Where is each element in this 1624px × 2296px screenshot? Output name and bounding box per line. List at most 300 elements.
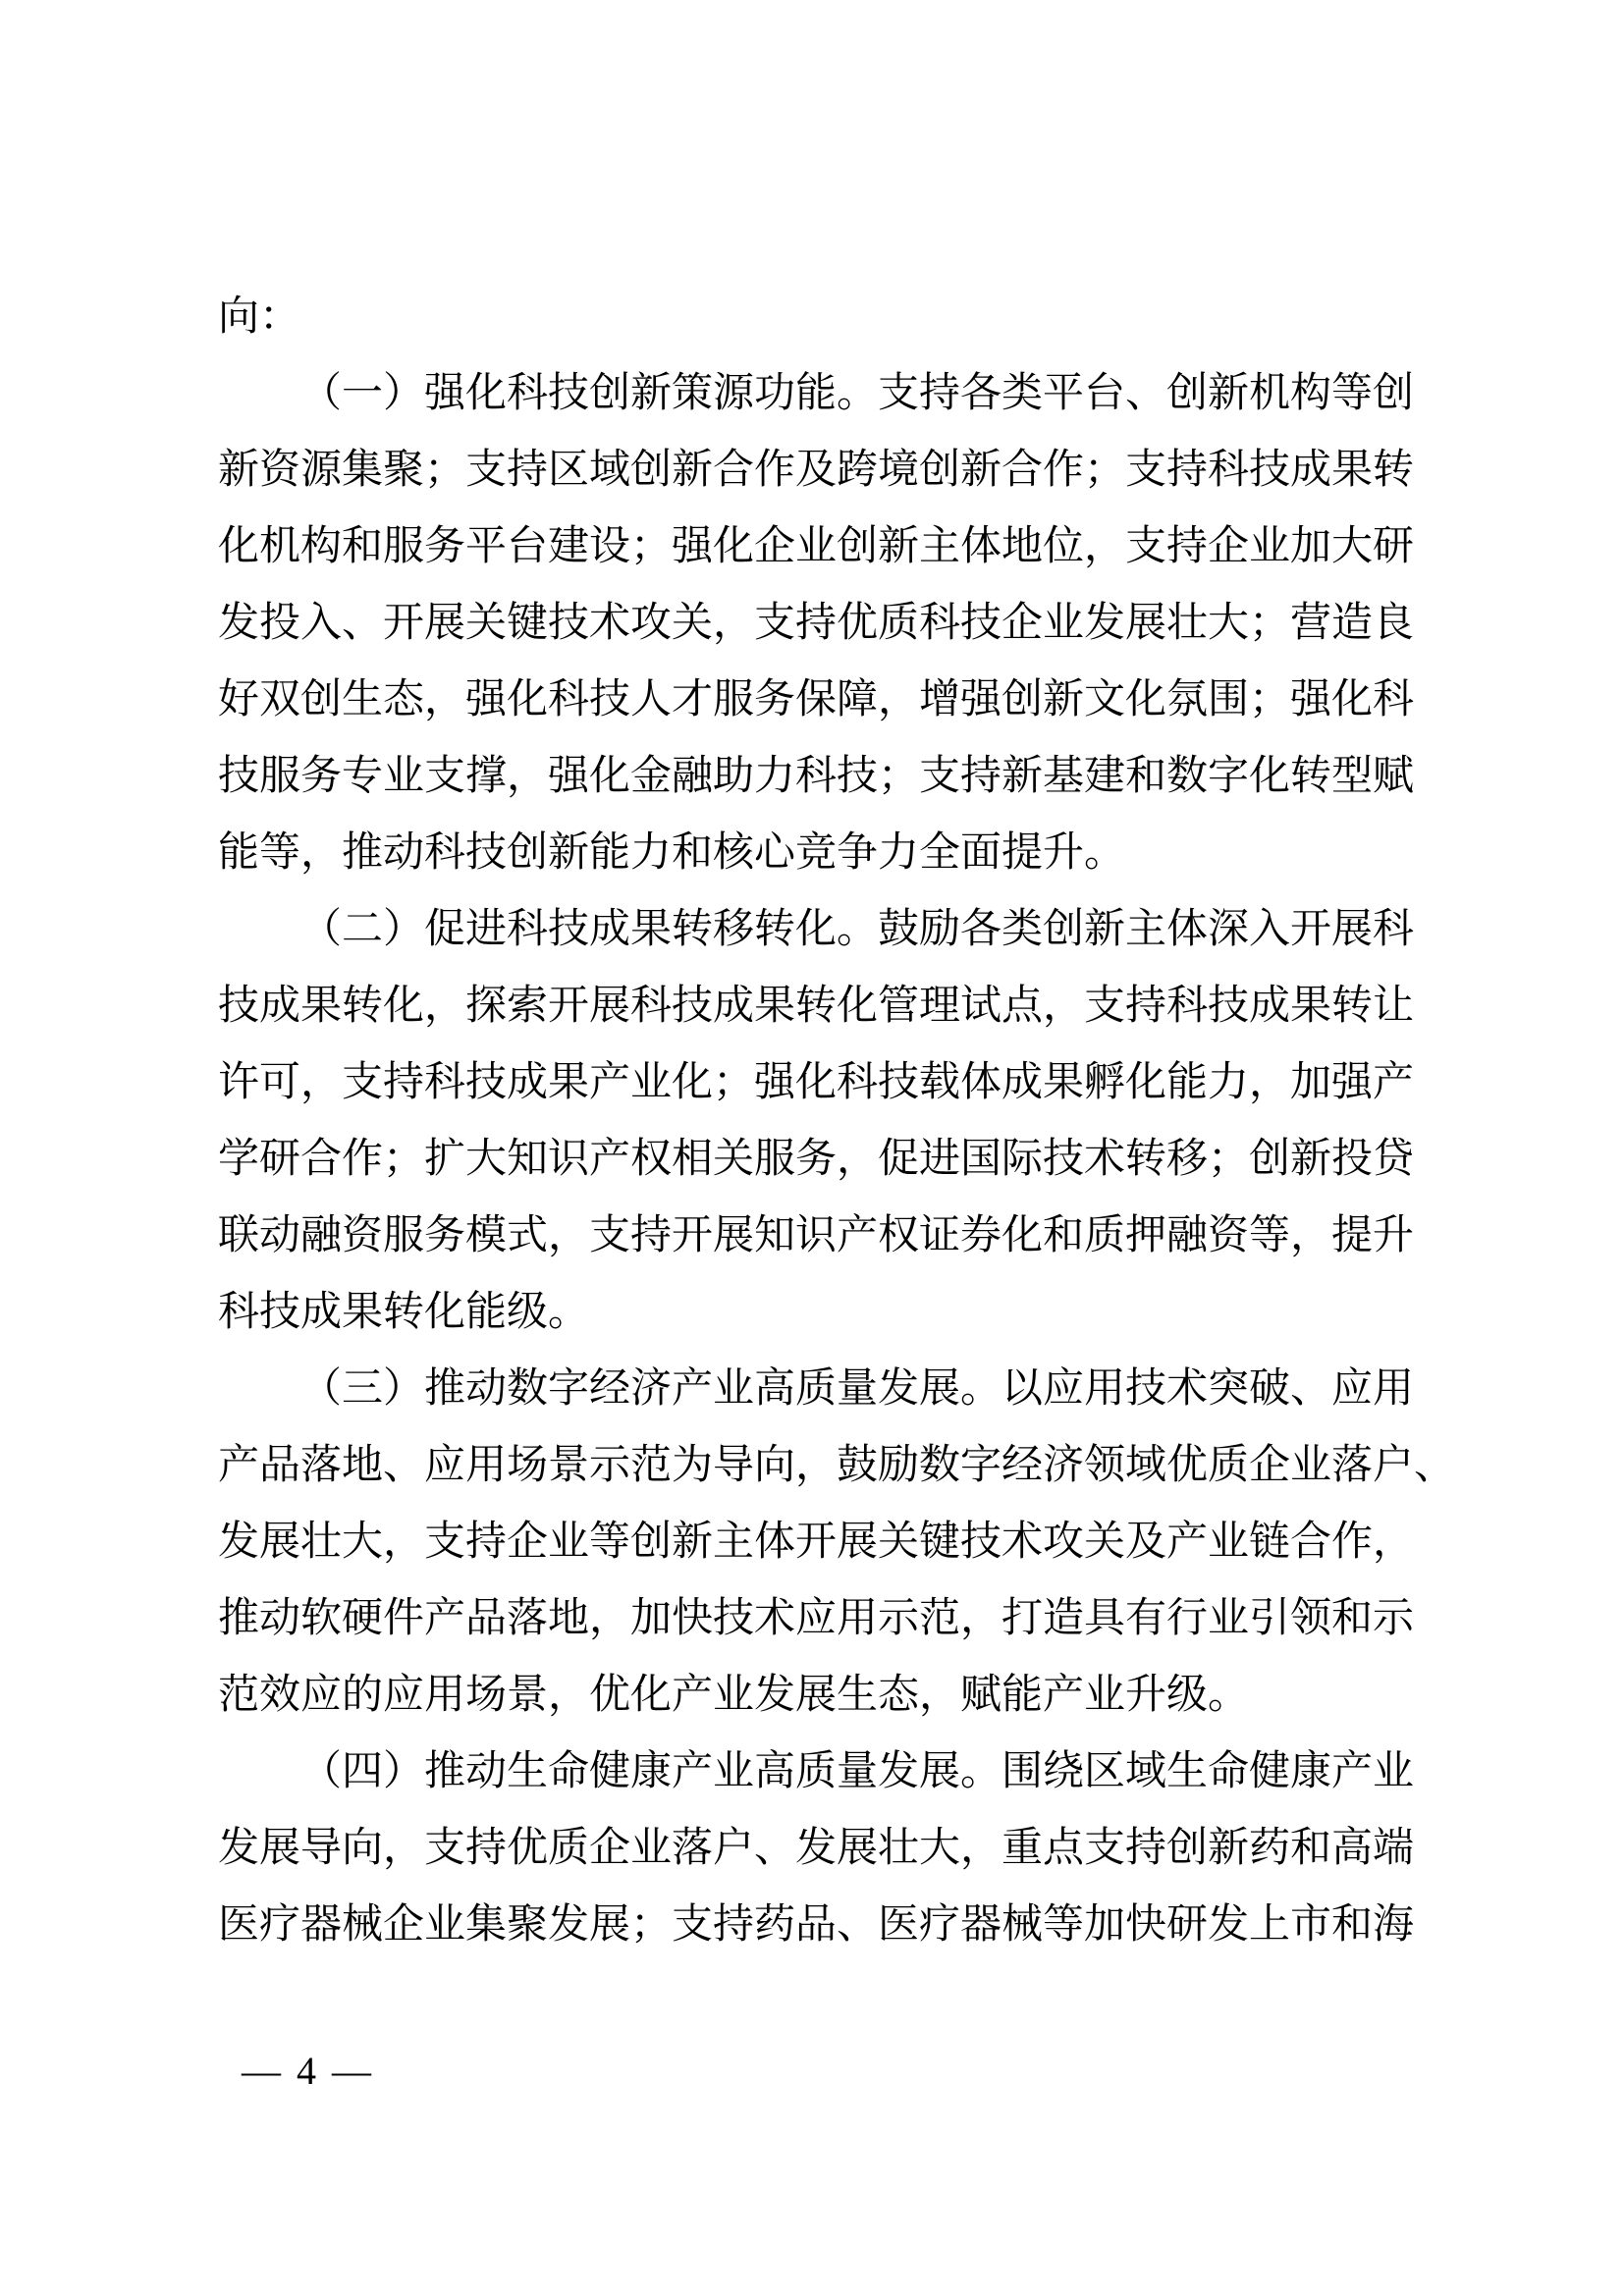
character-cell: 科 [1166,984,1209,1029]
character-cell: 发 [795,1826,838,1871]
character-cell: 功 [754,371,796,416]
character-cell: 新 [878,524,920,569]
character-cell: 化 [795,1060,838,1105]
character-cell: 大 [1331,524,1374,569]
character-cell: 生 [837,1673,879,1718]
character-cell: 果 [630,907,673,952]
character-cell: 业 [1290,1443,1332,1488]
character-cell: 赋 [960,1673,1002,1718]
character-cell: 用 [1084,1366,1126,1412]
character-cell: 支 [1084,1826,1126,1871]
character-cell: 推 [424,1749,466,1794]
character-cell: 引 [1249,1596,1291,1641]
character-cell: 转 [795,984,838,1029]
character-cell: 的 [342,1673,384,1718]
character-cell: ） [383,1366,425,1412]
character-cell: 四 [342,1749,384,1794]
character-cell: 向 [218,294,260,340]
character-cell: 术 [1001,1520,1044,1565]
character-cell: 软 [300,1596,343,1641]
character-cell: 基 [1043,754,1085,799]
character-cell: 氛 [1166,677,1209,722]
text-line [218,355,1475,432]
character-cell: 支 [1125,524,1167,569]
character-cell: 研 [1166,1902,1209,1948]
character-cell: 应 [424,1443,466,1488]
character-cell: 展 [713,1213,755,1258]
character-cell: 济 [630,1366,673,1412]
character-cell: 技 [1043,1137,1085,1182]
text-line [218,1810,1475,1887]
character-cell: 源 [300,448,343,493]
character-cell: 重 [1001,1826,1044,1871]
character-cell: 升 [1043,830,1085,876]
character-cell: 科 [630,984,673,1029]
character-cell: 产 [1043,1673,1085,1718]
character-cell: 集 [342,448,384,493]
text-line [218,1198,1475,1274]
character-cell: 展 [837,1520,879,1565]
character-cell: 跨 [837,448,879,493]
character-cell: 字 [548,1366,590,1412]
character-cell: 展 [424,601,466,646]
character-cell: 展 [1125,601,1167,646]
character-cell: 台 [1084,371,1126,416]
character-cell: 化 [507,677,549,722]
character-cell: ： [259,294,301,340]
character-cell: 高 [754,1749,796,1794]
character-cell: 济 [1043,1443,1085,1488]
character-cell: 数 [919,1443,961,1488]
character-cell: 产 [218,1443,260,1488]
character-cell: 生 [342,677,384,722]
character-cell: 级 [507,1290,549,1335]
character-cell: 围 [1208,677,1250,722]
character-cell: 展 [919,1749,961,1794]
character-cell: 和 [342,524,384,569]
character-cell: 企 [1001,601,1044,646]
character-cell: 人 [630,677,673,722]
character-cell: 关 [1084,1520,1126,1565]
character-cell: 市 [1290,1902,1332,1948]
character-cell: 用 [465,1443,508,1488]
character-cell: 发 [218,1520,260,1565]
character-cell: 权 [878,1213,920,1258]
character-cell: 入 [300,601,343,646]
character-cell: 发 [218,601,260,646]
character-cell: 鼓 [837,1443,879,1488]
character-cell: 化 [713,524,755,569]
character-cell: 大 [342,1520,384,1565]
character-cell: 展 [795,1673,838,1718]
character-cell: 业 [383,754,425,799]
character-cell: 障 [837,677,879,722]
character-cell: 质 [548,1826,590,1871]
character-cell: 范 [630,1443,673,1488]
character-cell: 领 [1290,1596,1332,1641]
character-cell: 保 [795,677,838,722]
character-cell: 业 [1084,1673,1126,1718]
character-cell: 专 [342,754,384,799]
character-cell: 技 [548,601,590,646]
character-cell: 生 [507,1749,549,1794]
character-cell: 成 [1290,448,1332,493]
character-cell: 化 [1125,677,1167,722]
character-cell: 科 [837,1060,879,1105]
character-cell: 力 [630,830,673,876]
character-cell: 户 [713,1826,755,1871]
character-cell: 相 [672,1137,714,1182]
character-cell: 高 [754,1366,796,1412]
character-cell: ， [1043,984,1085,1029]
character-cell: 创 [589,371,631,416]
paragraph-indent [218,1351,300,1352]
character-cell: 大 [465,1137,508,1182]
character-cell: 果 [342,1290,384,1335]
character-cell: 融 [672,754,714,799]
character-cell: 、 [1125,371,1167,416]
character-cell: 科 [548,677,590,722]
character-cell: 持 [795,601,838,646]
character-cell: 策 [672,371,714,416]
character-cell: ， [1084,524,1126,569]
character-cell: 技 [259,1290,301,1335]
character-cell: 平 [465,524,508,569]
character-cell: 术 [589,601,631,646]
character-cell: 技 [672,984,714,1029]
character-cell: 加 [630,1596,673,1641]
character-cell: 技 [960,601,1002,646]
character-cell: 技 [1249,448,1291,493]
character-cell: 科 [424,1060,466,1105]
text-line [218,279,1475,355]
character-cell: 支 [754,601,796,646]
character-cell: 场 [507,1443,549,1488]
character-cell: 落 [672,1826,714,1871]
text-line [218,891,1475,968]
character-cell: 理 [919,984,961,1029]
character-cell: 、 [342,601,384,646]
character-cell: 新 [218,448,260,493]
character-cell: 展 [259,1826,301,1871]
character-cell: ， [300,830,343,876]
character-cell: 转 [1373,448,1415,493]
character-cell: 点 [1043,1826,1085,1871]
character-cell: 技 [878,1060,920,1105]
character-cell: 体 [754,1520,796,1565]
character-cell: ， [1290,1213,1332,1258]
character-cell: 范 [919,1596,961,1641]
character-cell: 索 [507,984,549,1029]
character-cell: 企 [754,524,796,569]
character-cell: 持 [630,1213,673,1258]
character-cell: ， [548,1673,590,1718]
character-cell: 。 [837,371,879,416]
character-cell: ； [424,448,466,493]
character-cell: 展 [837,1826,879,1871]
character-cell: 械 [342,1902,384,1948]
character-cell: 科 [507,371,549,416]
character-cell: 机 [259,524,301,569]
paragraph [218,1734,1475,1963]
character-cell: 开 [383,601,425,646]
character-cell: 用 [1373,1366,1415,1412]
character-cell: 化 [1249,754,1291,799]
character-cell: 创 [1001,677,1044,722]
character-cell: 全 [919,830,961,876]
character-cell: ， [878,677,920,722]
character-cell: 大 [1208,601,1250,646]
character-cell: 技 [1125,1366,1167,1412]
character-cell: 。 [837,907,879,952]
character-cell: 等 [259,830,301,876]
character-cell: 投 [259,601,301,646]
character-cell: 持 [1125,984,1167,1029]
character-cell: 新 [672,448,714,493]
paragraph-indent [218,1734,300,1735]
character-cell: 入 [1249,907,1291,952]
character-cell: 知 [507,1137,549,1182]
character-cell: 支 [589,1213,631,1258]
character-cell: 核 [713,830,755,876]
character-cell: 产 [1331,1749,1374,1794]
character-cell: 促 [424,907,466,952]
character-cell: 落 [507,1596,549,1641]
character-cell: 化 [218,524,260,569]
text-line [218,1580,1475,1657]
character-cell: 绕 [1043,1749,1085,1794]
character-cell: 产 [672,1366,714,1412]
character-cell: 质 [795,1366,838,1412]
character-cell: 产 [672,1749,714,1794]
character-cell: 质 [795,1749,838,1794]
character-cell: 主 [713,1520,755,1565]
character-cell: 技 [465,830,508,876]
character-cell: 化 [630,1673,673,1718]
character-cell: 服 [383,524,425,569]
character-cell: 术 [1084,1137,1126,1182]
character-cell: 识 [548,1137,590,1182]
character-cell: 务 [424,1213,466,1258]
character-cell: 用 [424,1673,466,1718]
page-number: — 4 — [242,2049,374,2093]
character-cell: 持 [1166,524,1209,569]
character-cell: 业 [1373,1749,1415,1794]
character-cell: 质 [878,601,920,646]
text-line [218,1887,1475,1963]
character-cell: 面 [960,830,1002,876]
character-cell: 好 [218,677,260,722]
character-cell: 动 [465,1366,508,1412]
character-cell: 关 [465,601,508,646]
text-line [218,1121,1475,1198]
character-cell: 攻 [1043,1520,1085,1565]
text-line [218,968,1475,1044]
character-cell: 开 [1290,907,1332,952]
text-line [218,1657,1475,1734]
character-cell: 范 [218,1673,260,1718]
character-cell: 主 [919,524,961,569]
character-cell: 上 [1249,1902,1291,1948]
character-cell: 围 [1001,1749,1044,1794]
character-cell: 励 [878,1443,920,1488]
character-cell: 和 [1043,1213,1085,1258]
character-cell: 行 [1166,1596,1209,1641]
character-cell: 合 [1001,448,1044,493]
character-cell: 各 [960,371,1002,416]
character-cell: 领 [1084,1443,1126,1488]
character-cell: 技 [589,677,631,722]
character-cell: 区 [1084,1749,1126,1794]
character-cell: 有 [1125,1596,1167,1641]
character-cell: 强 [960,677,1002,722]
character-cell: 推 [424,1366,466,1412]
character-cell: 推 [342,830,384,876]
character-cell: 联 [218,1213,260,1258]
character-cell: 新 [1043,677,1085,722]
character-cell: 和 [1331,1902,1374,1948]
character-cell: 动 [259,1213,301,1258]
character-cell: 资 [259,448,301,493]
character-cell: 能 [465,1290,508,1335]
character-cell: 务 [424,524,466,569]
character-cell: 开 [672,1213,714,1258]
character-cell: 和 [1290,1826,1332,1871]
character-cell: 展 [919,1366,961,1412]
character-cell: ； [1249,601,1291,646]
character-cell: 成 [1001,1060,1044,1105]
character-cell: 企 [383,1902,425,1948]
character-cell: 医 [218,1902,260,1948]
character-cell: 产 [837,1213,879,1258]
character-cell: 平 [1043,371,1085,416]
character-cell: 体 [960,524,1002,569]
character-cell: 导 [300,1826,343,1871]
character-cell: 持 [465,1520,508,1565]
character-cell: 新 [1208,1826,1250,1871]
character-cell: 成 [1249,984,1291,1029]
character-cell: 和 [1125,754,1167,799]
character-cell: 产 [1373,1060,1415,1105]
character-cell: 壮 [878,1826,920,1871]
character-cell: 移 [713,907,755,952]
character-cell: 果 [300,984,343,1029]
character-cell: （ [300,907,343,952]
character-cell: 强 [424,371,466,416]
character-cell: 疗 [919,1902,961,1948]
character-cell: 励 [919,907,961,952]
character-cell: 新 [1084,907,1126,952]
character-cell: 技 [465,1060,508,1105]
character-cell: 应 [300,1673,343,1718]
character-cell: 器 [300,1902,343,1948]
character-cell: 化 [589,754,631,799]
character-cell: 等 [589,1520,631,1565]
character-cell: 构 [1290,371,1332,416]
character-cell: 知 [754,1213,796,1258]
character-cell: 链 [1249,1520,1291,1565]
character-cell: 化 [383,984,425,1029]
character-cell: 快 [1125,1902,1167,1948]
character-cell: 技 [218,984,260,1029]
character-cell: 强 [1331,1060,1374,1105]
character-cell: 应 [1331,1366,1374,1412]
character-cell: ； [630,1902,673,1948]
text-line [218,1734,1475,1810]
character-cell: 管 [878,984,920,1029]
character-cell: 器 [960,1902,1002,1948]
character-cell: 科 [1373,677,1415,722]
document-body [218,279,1475,1963]
character-cell: 化 [672,1060,714,1105]
character-cell: 优 [589,1673,631,1718]
character-cell: 合 [1290,1520,1332,1565]
character-cell: 支 [424,1520,466,1565]
character-cell: 境 [878,448,920,493]
character-cell: 才 [672,677,714,722]
character-cell: 转 [672,907,714,952]
character-cell: 强 [754,1060,796,1105]
character-cell: 转 [342,984,384,1029]
character-cell: 技 [960,1520,1002,1565]
character-cell: 科 [218,1290,260,1335]
character-cell: 能 [795,371,838,416]
character-cell: 加 [1290,524,1332,569]
character-cell: ； [383,1137,425,1182]
character-cell: 品 [259,1443,301,1488]
character-cell: 造 [1043,1596,1085,1641]
character-cell: ， [424,984,466,1029]
character-cell: 识 [795,1213,838,1258]
character-cell: 持 [465,1826,508,1871]
character-cell: 动 [465,1749,508,1794]
character-cell: 提 [1331,1213,1374,1258]
character-cell: 键 [919,1520,961,1565]
character-cell: 营 [1290,601,1332,646]
text-line [218,1351,1475,1427]
character-cell: 业 [713,1673,755,1718]
character-cell: 示 [589,1443,631,1488]
character-cell: 创 [1166,371,1209,416]
character-cell: ， [424,677,466,722]
character-cell: 及 [1125,1520,1167,1565]
character-cell: 新 [548,830,590,876]
character-cell: ， [300,1060,343,1105]
character-cell: 件 [383,1596,425,1641]
character-cell: 双 [259,677,301,722]
character-cell: 端 [1373,1826,1415,1871]
character-cell: 创 [1249,1137,1291,1182]
character-cell: 落 [1331,1443,1374,1488]
character-cell: 研 [1373,524,1415,569]
character-cell: ， [589,1596,631,1641]
text-line [218,662,1475,738]
character-cell: 新 [672,1520,714,1565]
character-cell: 融 [1166,1213,1209,1258]
character-cell: 支 [424,754,466,799]
text-line [218,432,1475,508]
character-cell: 式 [507,1213,549,1258]
character-cell: 康 [630,1749,673,1794]
character-cell: 质 [1084,1213,1126,1258]
character-cell: 服 [754,1137,796,1182]
character-cell: 关 [672,601,714,646]
character-cell: 技 [837,754,879,799]
character-cell: 业 [1043,601,1085,646]
character-cell: 创 [507,830,549,876]
character-cell: 支 [1084,984,1126,1029]
character-cell: ， [960,1826,1002,1871]
